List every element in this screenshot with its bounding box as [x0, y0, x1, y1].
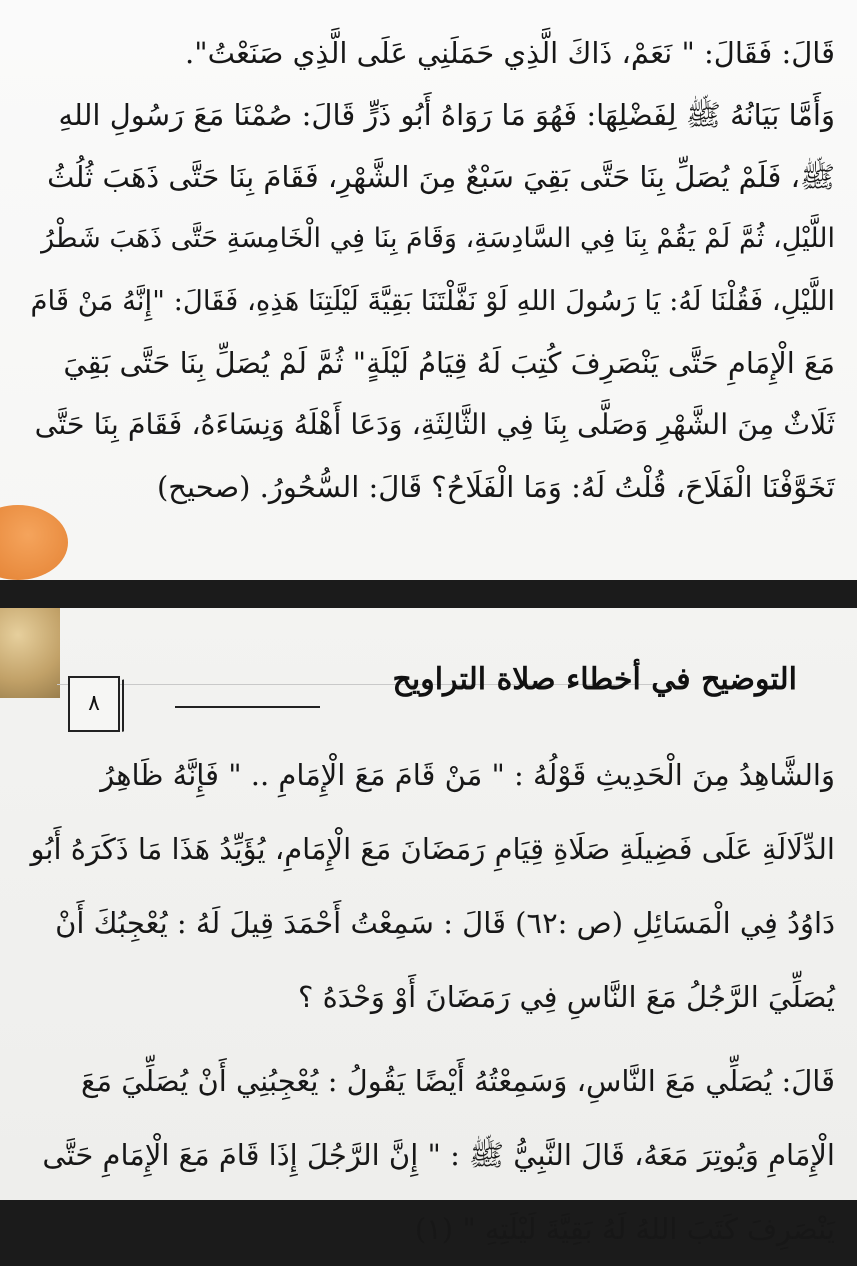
text-line: ﷺ، فَلَمْ يُصَلِّ بِنَا حَتَّى بَقِيَ سَبْعٌ مِنَ الشَّهْرِ، فَقَامَ بِنَا حَتَّى ذَهَبَ ثُلُثُ — [47, 160, 835, 194]
text-line: ثَلَاثٌ مِنَ الشَّهْرِ وَصَلَّى بِنَا فِي الثَّالِثَةِ، وَدَعَا أَهْلَهُ وَنِسَاءَهُ، فَقَامَ بِنَا حَتَّى — [34, 408, 835, 441]
text-line: الْإِمَامِ وَيُوتِرَ مَعَهُ، قَالَ النَّبِيُّ ﷺ : " إِنَّ الرَّجُلَ إِذَا قَامَ مَعَ الْإِمَامِ حَتَّى — [42, 1138, 835, 1172]
top-page-text — [28, 22, 835, 518]
page-corner-texture — [0, 608, 60, 698]
text-line: وَأَمَّا بَيَانُهُ ﷺ لِفَضْلِهَا: فَهُوَ مَا رَوَاهُ أَبُو ذَرٍّ قَالَ: صُمْنَا مَعَ رَسُولِ اللهِ — [58, 98, 835, 132]
text-line: اللَّيْلِ، ثُمَّ لَمْ يَقُمْ بِنَا فِي السَّادِسَةِ، وَقَامَ بِنَا فِي الْخَامِسَةِ حَتَّى ذَهَبَ شَطْرُ — [41, 223, 835, 254]
top-page — [0, 0, 857, 580]
text-line: قَالَ: فَقَالَ: " نَعَمْ، ذَاكَ الَّذِي حَمَلَنِي عَلَى الَّذِي صَنَعْتُ". — [185, 36, 835, 70]
text-line: دَاوُدُ فِي الْمَسَائِلِ (ص :٦٢) قَالَ : سَمِعْتُ أَحْمَدَ قِيلَ لَهُ : يُعْجِبُكَ أَنْ — [55, 906, 835, 940]
text-line: يَنْصَرِفَ كَتَبَ اللهُ لَهُ بَقِيَّةَ لَيْلَتِهِ " (١) — [414, 1212, 835, 1246]
text-line: مَعَ الْإِمَامِ حَتَّى يَنْصَرِفَ كُتِبَ لَهُ قِيَامُ لَيْلَةٍ" ثُمَّ لَمْ يُصَلِّ بِنَا حَتَّى بَقِيَ — [63, 346, 835, 380]
bottom-page-text — [28, 738, 835, 1266]
page-header — [175, 648, 797, 718]
text-line: يُصَلِّيَ الرَّجُلُ مَعَ النَّاسِ فِي رَمَضَانَ أَوْ وَحْدَهُ ؟ — [297, 980, 835, 1014]
text-line: اللَّيْلِ، فَقُلْنَا لَهُ: يَا رَسُولَ اللهِ لَوْ نَفَّلْتَنَا بَقِيَّةَ لَيْلَتِنَا هَذِهِ، فَقَالَ: "إِنَّهُ مَنْ قَامَ — [30, 285, 835, 317]
page-number: ٨ — [68, 676, 120, 732]
header-rule — [175, 706, 320, 708]
bottom-page — [0, 608, 857, 1246]
text-line: قَالَ: يُصَلِّي مَعَ النَّاسِ، وَسَمِعْتُهُ أَيْضًا يَقُولُ : يُعْجِبُنِي أَنْ يُصَلِّيَ مَعَ — [81, 1064, 835, 1098]
text-line: الدِّلَالَةِ عَلَى فَضِيلَةِ صَلَاةِ قِيَامِ رَمَضَانَ مَعَ الْإِمَامِ، يُؤَيِّدُ هَذَا مَا ذَكَرَهُ أَبُو — [30, 832, 835, 866]
text-line: تَخَوَّفْنَا الْفَلَاحَ، قُلْتُ لَهُ: وَمَا الْفَلَاحُ؟ قَالَ: السُّحُورُ. (صحيح) — [156, 470, 835, 504]
text-line: وَالشَّاهِدُ مِنَ الْحَدِيثِ قَوْلُهُ : " مَنْ قَامَ مَعَ الْإِمَامِ .. " فَإِنَّهُ ظَاهِرُ — [100, 758, 835, 792]
header-title: التوضيح في أخطاء صلاة التراويح — [392, 662, 797, 697]
